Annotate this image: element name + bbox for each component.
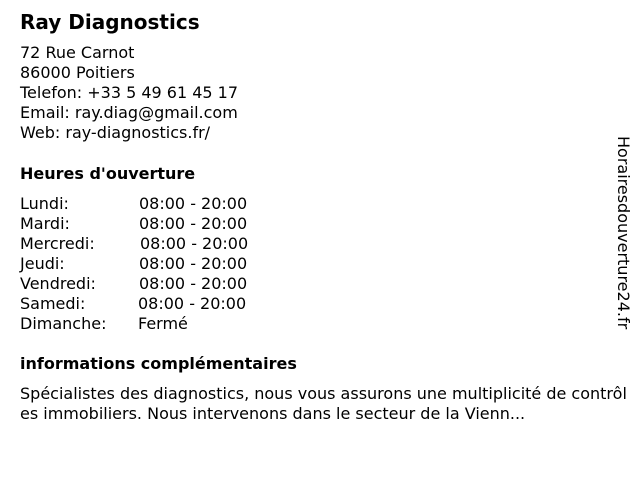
time-value: 08:00 - 20:00 — [140, 234, 249, 253]
additional-info-heading: informations complémentaires — [20, 354, 297, 373]
street-address: 72 Rue Carnot — [20, 43, 135, 62]
opening-hours-heading: Heures d'ouverture — [20, 164, 196, 183]
phone-line[interactable]: Telefon: +33 5 49 61 45 17 — [20, 83, 239, 102]
day-label: Mercredi: — [20, 234, 95, 253]
day-label: Lundi: — [20, 194, 69, 213]
web-line[interactable]: Web: ray-diagnostics.fr/ — [20, 123, 211, 142]
email-line[interactable]: Email: ray.diag@gmail.com — [20, 103, 238, 122]
day-label: Mardi: — [20, 214, 70, 233]
day-label: Dimanche: — [20, 314, 107, 333]
day-label: Vendredi: — [20, 274, 96, 293]
time-value: 08:00 - 20:00 — [139, 214, 248, 233]
additional-info-text: Spécialistes des diagnostics, nous vous assurons une multiplicité de contrôles immobiliers. Nous intervenons dans le secteur de la Vienn... — [20, 384, 627, 423]
time-value: 08:00 - 20:00 — [139, 254, 248, 273]
business-name: Ray Diagnostics — [20, 10, 200, 34]
time-value: Fermé — [138, 314, 188, 333]
contact-block — [20, 43, 238, 143]
time-value: 08:00 - 20:00 — [138, 294, 247, 313]
site-watermark: Horairesdouverture24.fr — [614, 136, 633, 330]
time-value: 08:00 - 20:00 — [139, 194, 248, 213]
city-address: 86000 Poitiers — [20, 63, 135, 82]
day-label: Jeudi: — [20, 254, 65, 273]
day-label: Samedi: — [20, 294, 86, 313]
time-value: 08:00 - 20:00 — [139, 274, 248, 293]
